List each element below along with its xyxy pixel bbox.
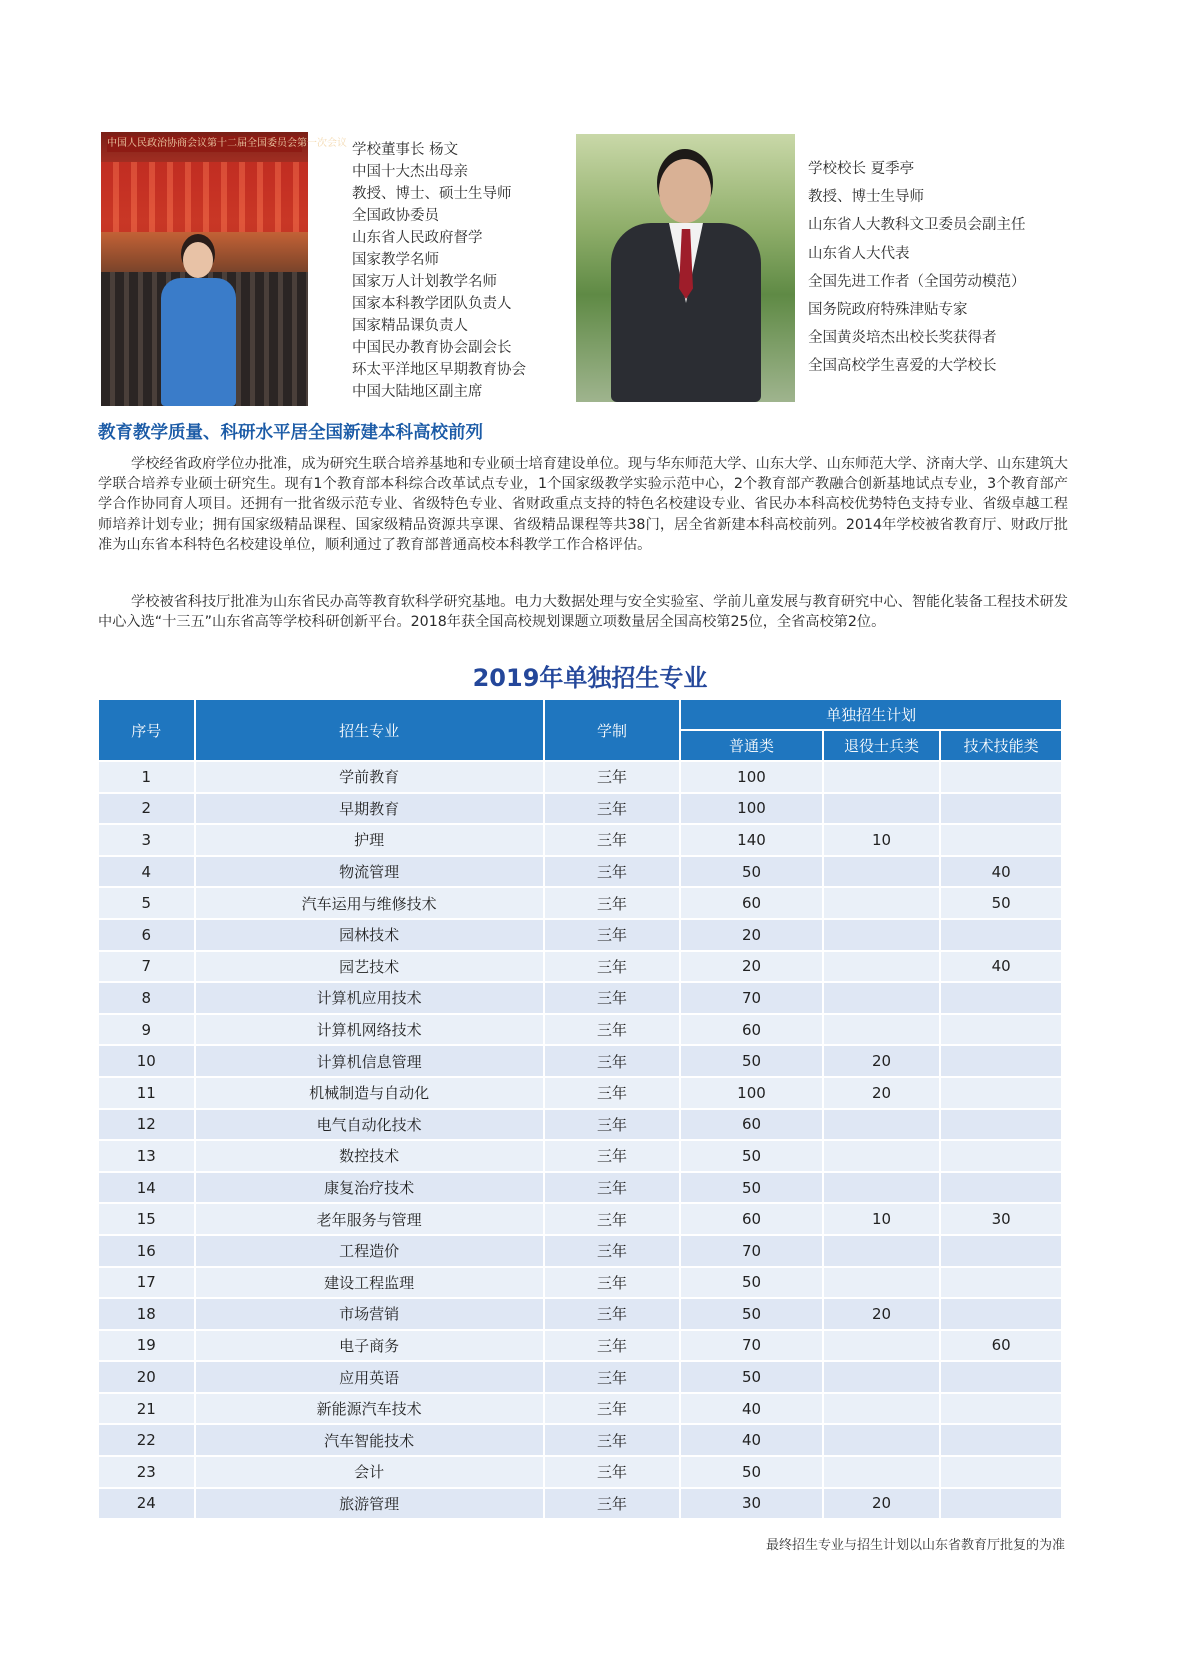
cell-duration: 三年 bbox=[544, 1109, 680, 1141]
cell-general: 100 bbox=[680, 1077, 823, 1109]
cell-no: 19 bbox=[98, 1330, 195, 1362]
table-row bbox=[98, 951, 1062, 983]
cell-duration: 三年 bbox=[544, 1424, 680, 1456]
table-row bbox=[98, 1330, 1062, 1362]
cell-skill bbox=[940, 1109, 1062, 1141]
cell-duration: 三年 bbox=[544, 982, 680, 1014]
table-row bbox=[98, 1393, 1062, 1425]
table-row bbox=[98, 1235, 1062, 1267]
cell-veteran bbox=[823, 793, 940, 825]
cell-veteran bbox=[823, 856, 940, 888]
bio-line: 学校校长 夏季亭 bbox=[808, 161, 915, 177]
cell-major: 会计 bbox=[195, 1456, 544, 1488]
cell-veteran: 10 bbox=[823, 824, 940, 856]
bio-line: 中国大陆地区副主席 bbox=[352, 384, 483, 400]
cell-no: 9 bbox=[98, 1014, 195, 1046]
bio-line: 国家教学名师 bbox=[352, 252, 439, 268]
cell-skill: 60 bbox=[940, 1330, 1062, 1362]
footnote: 最终招生专业与招生计划以山东省教育厅批复的为准 bbox=[765, 1538, 1065, 1553]
cell-general: 20 bbox=[680, 919, 823, 951]
cell-general: 60 bbox=[680, 887, 823, 919]
cell-major: 电子商务 bbox=[195, 1330, 544, 1362]
cell-skill: 40 bbox=[940, 951, 1062, 983]
cell-general: 50 bbox=[680, 1045, 823, 1077]
cell-no: 6 bbox=[98, 919, 195, 951]
cell-skill bbox=[940, 1140, 1062, 1172]
cell-skill bbox=[940, 824, 1062, 856]
cell-duration: 三年 bbox=[544, 1456, 680, 1488]
cell-veteran bbox=[823, 1456, 940, 1488]
cell-skill bbox=[940, 1235, 1062, 1267]
cell-general: 50 bbox=[680, 1172, 823, 1204]
cell-skill bbox=[940, 1267, 1062, 1299]
table-row bbox=[98, 1077, 1062, 1109]
bio-line: 学校董事长 杨文 bbox=[352, 142, 459, 158]
cell-major: 建设工程监理 bbox=[195, 1267, 544, 1299]
cell-no: 21 bbox=[98, 1393, 195, 1425]
table-row bbox=[98, 982, 1062, 1014]
cell-general: 20 bbox=[680, 951, 823, 983]
cell-skill bbox=[940, 1077, 1062, 1109]
cell-major: 计算机网络技术 bbox=[195, 1014, 544, 1046]
cell-major: 新能源汽车技术 bbox=[195, 1393, 544, 1425]
cell-duration: 三年 bbox=[544, 1045, 680, 1077]
cell-general: 100 bbox=[680, 761, 823, 793]
cell-general: 70 bbox=[680, 1235, 823, 1267]
table-row bbox=[98, 761, 1062, 793]
cell-veteran bbox=[823, 1109, 940, 1141]
cell-major: 物流管理 bbox=[195, 856, 544, 888]
cell-veteran bbox=[823, 1267, 940, 1299]
table-row bbox=[98, 1424, 1062, 1456]
cell-skill bbox=[940, 1393, 1062, 1425]
cell-major: 护理 bbox=[195, 824, 544, 856]
cell-major: 早期教育 bbox=[195, 793, 544, 825]
bio-line: 国家万人计划教学名师 bbox=[352, 274, 497, 290]
bio-line: 全国黄炎培杰出校长奖获得者 bbox=[808, 330, 997, 347]
cell-duration: 三年 bbox=[544, 1014, 680, 1046]
table-title: 2019年单独招生专业 bbox=[472, 664, 708, 692]
president-bio bbox=[808, 155, 1026, 381]
cell-general: 70 bbox=[680, 1330, 823, 1362]
cell-major: 老年服务与管理 bbox=[195, 1203, 544, 1235]
cell-no: 17 bbox=[98, 1267, 195, 1299]
cell-veteran bbox=[823, 1140, 940, 1172]
cell-duration: 三年 bbox=[544, 1393, 680, 1425]
header-veteran: 退役士兵类 bbox=[823, 730, 940, 761]
header-skill: 技术技能类 bbox=[940, 730, 1062, 761]
cell-duration: 三年 bbox=[544, 1140, 680, 1172]
cell-skill bbox=[940, 1456, 1062, 1488]
cell-duration: 三年 bbox=[544, 1172, 680, 1204]
cell-major: 计算机应用技术 bbox=[195, 982, 544, 1014]
cell-no: 7 bbox=[98, 951, 195, 983]
table-row bbox=[98, 1361, 1062, 1393]
cell-no: 24 bbox=[98, 1488, 195, 1520]
cell-skill bbox=[940, 1045, 1062, 1077]
cell-veteran bbox=[823, 1393, 940, 1425]
header-major: 招生专业 bbox=[195, 699, 544, 761]
cell-major: 汽车运用与维修技术 bbox=[195, 887, 544, 919]
cell-no: 22 bbox=[98, 1424, 195, 1456]
cell-skill bbox=[940, 1298, 1062, 1330]
cell-major: 园林技术 bbox=[195, 919, 544, 951]
chair-photo bbox=[101, 132, 347, 406]
table-row bbox=[98, 1109, 1062, 1141]
cell-veteran: 20 bbox=[823, 1488, 940, 1520]
admission-plan-table bbox=[97, 698, 1063, 1520]
cell-no: 8 bbox=[98, 982, 195, 1014]
cell-duration: 三年 bbox=[544, 761, 680, 793]
cell-skill bbox=[940, 1424, 1062, 1456]
cell-veteran bbox=[823, 982, 940, 1014]
cell-skill bbox=[940, 793, 1062, 825]
cell-no: 5 bbox=[98, 887, 195, 919]
bio-line: 山东省人大代表 bbox=[808, 245, 910, 262]
cell-no: 15 bbox=[98, 1203, 195, 1235]
cell-no: 13 bbox=[98, 1140, 195, 1172]
cell-no: 3 bbox=[98, 824, 195, 856]
cell-duration: 三年 bbox=[544, 919, 680, 951]
cell-no: 18 bbox=[98, 1298, 195, 1330]
bio-line: 中国十大杰出母亲 bbox=[352, 164, 468, 180]
table-row bbox=[98, 1172, 1062, 1204]
cell-general: 50 bbox=[680, 1140, 823, 1172]
cell-major: 康复治疗技术 bbox=[195, 1172, 544, 1204]
cell-major: 电气自动化技术 bbox=[195, 1109, 544, 1141]
cell-veteran: 10 bbox=[823, 1203, 940, 1235]
cell-general: 100 bbox=[680, 793, 823, 825]
section-heading: 教育教学质量、科研水平居全国新建本科高校前列 bbox=[98, 423, 483, 443]
cell-major: 应用英语 bbox=[195, 1361, 544, 1393]
cell-veteran: 20 bbox=[823, 1045, 940, 1077]
header-no: 序号 bbox=[98, 699, 195, 761]
cell-general: 60 bbox=[680, 1109, 823, 1141]
body-paragraph: 学校经省政府学位办批准，成为研究生联合培养基地和专业硕士培育建设单位。现与华东师范大学、山东大学、山东师范大学、济南大学、山东建筑大学联合培养专业硕士研究生。现有1个教育部本科综合改革试点专业，1个国家级教学实验示范中心，2个教育部产教融合创新基地试点专业，3个教育部产学合作协同育人项目。还拥有一批省级示范专业、省级特色专业、省财政重点支持的特色名校建设专业、省民办本科高校优势特色支持专业、省级卓越工程师培养计划专业；拥有国家级精品课程、国家级精品资源共享课、省级精品课程等共38门，居全省新建本科高校前列。2014年学校被省教育厅、财政厅批准为山东省本科特色名校建设单位，顺利通过了教育部普通高校本科教学工作合格评估。 bbox=[98, 456, 1068, 553]
body-paragraph: 学校被省科技厅批准为山东省民办高等教育软科学研究基地。电力大数据处理与安全实验室、学前儿童发展与教育研究中心、智能化装备工程技术研发中心入选“十三五”山东省高等学校科研创新平台。2018年获全国高校规划课题立项数量居全国高校第25位，全省高校第2位。 bbox=[98, 594, 1068, 631]
cell-veteran bbox=[823, 1014, 940, 1046]
cell-veteran bbox=[823, 1330, 940, 1362]
cell-veteran bbox=[823, 761, 940, 793]
cell-no: 12 bbox=[98, 1109, 195, 1141]
cell-duration: 三年 bbox=[544, 1235, 680, 1267]
cell-no: 4 bbox=[98, 856, 195, 888]
cell-duration: 三年 bbox=[544, 856, 680, 888]
header-general: 普通类 bbox=[680, 730, 823, 761]
cell-skill: 30 bbox=[940, 1203, 1062, 1235]
cell-general: 60 bbox=[680, 1203, 823, 1235]
cell-no: 10 bbox=[98, 1045, 195, 1077]
cell-major: 机械制造与自动化 bbox=[195, 1077, 544, 1109]
header-plan: 单独招生计划 bbox=[680, 699, 1062, 730]
cell-duration: 三年 bbox=[544, 1330, 680, 1362]
cell-skill: 40 bbox=[940, 856, 1062, 888]
cell-general: 50 bbox=[680, 1361, 823, 1393]
cell-duration: 三年 bbox=[544, 1203, 680, 1235]
cell-skill bbox=[940, 982, 1062, 1014]
cell-major: 汽车智能技术 bbox=[195, 1424, 544, 1456]
cell-skill: 50 bbox=[940, 887, 1062, 919]
bio-line: 中国民办教育协会副会长 bbox=[352, 340, 512, 356]
table-row bbox=[98, 1456, 1062, 1488]
cell-skill bbox=[940, 761, 1062, 793]
bio-line: 国家精品课负责人 bbox=[352, 318, 468, 334]
bio-line: 教授、博士生导师 bbox=[808, 189, 924, 206]
cell-general: 50 bbox=[680, 856, 823, 888]
cell-no: 23 bbox=[98, 1456, 195, 1488]
cell-skill bbox=[940, 919, 1062, 951]
cell-general: 40 bbox=[680, 1393, 823, 1425]
bio-line: 国家本科教学团队负责人 bbox=[352, 296, 512, 312]
bio-line: 山东省人大教科文卫委员会副主任 bbox=[808, 217, 1026, 234]
cell-veteran bbox=[823, 1172, 940, 1204]
table-row bbox=[98, 856, 1062, 888]
photo-banner-text: 中国人民政治协商会议第十二届全国委员会第一次会议 bbox=[107, 136, 302, 152]
cell-duration: 三年 bbox=[544, 1267, 680, 1299]
president-photo bbox=[576, 134, 795, 402]
table-row bbox=[98, 793, 1062, 825]
photo-person bbox=[611, 159, 761, 402]
photo-stage-backdrop bbox=[101, 162, 308, 232]
cell-no: 16 bbox=[98, 1235, 195, 1267]
bio-line: 环太平洋地区早期教育协会 bbox=[352, 362, 526, 378]
cell-veteran bbox=[823, 919, 940, 951]
cell-veteran: 20 bbox=[823, 1298, 940, 1330]
cell-no: 2 bbox=[98, 793, 195, 825]
cell-no: 1 bbox=[98, 761, 195, 793]
bio-line: 全国政协委员 bbox=[352, 208, 439, 224]
cell-general: 30 bbox=[680, 1488, 823, 1520]
table-row bbox=[98, 1203, 1062, 1235]
bio-line: 山东省人民政府督学 bbox=[352, 230, 483, 246]
cell-veteran: 20 bbox=[823, 1077, 940, 1109]
bio-line: 全国先进工作者（全国劳动模范） bbox=[808, 273, 1026, 290]
cell-general: 40 bbox=[680, 1424, 823, 1456]
table-row bbox=[98, 1045, 1062, 1077]
table-body bbox=[98, 761, 1062, 1519]
cell-duration: 三年 bbox=[544, 1488, 680, 1520]
cell-major: 园艺技术 bbox=[195, 951, 544, 983]
table-row bbox=[98, 887, 1062, 919]
cell-skill bbox=[940, 1014, 1062, 1046]
bio-line: 国务院政府特殊津贴专家 bbox=[808, 302, 968, 319]
cell-veteran bbox=[823, 1235, 940, 1267]
cell-skill bbox=[940, 1361, 1062, 1393]
table-row bbox=[98, 1014, 1062, 1046]
photo-person bbox=[156, 242, 241, 406]
table-row bbox=[98, 1267, 1062, 1299]
cell-major: 旅游管理 bbox=[195, 1488, 544, 1520]
table-row bbox=[98, 1140, 1062, 1172]
header-duration: 学制 bbox=[544, 699, 680, 761]
cell-veteran bbox=[823, 951, 940, 983]
cell-skill bbox=[940, 1172, 1062, 1204]
cell-duration: 三年 bbox=[544, 951, 680, 983]
cell-duration: 三年 bbox=[544, 793, 680, 825]
chair-bio bbox=[352, 139, 526, 403]
cell-major: 工程造价 bbox=[195, 1235, 544, 1267]
cell-general: 50 bbox=[680, 1298, 823, 1330]
cell-general: 70 bbox=[680, 982, 823, 1014]
cell-veteran bbox=[823, 1424, 940, 1456]
table-row bbox=[98, 1298, 1062, 1330]
cell-veteran bbox=[823, 887, 940, 919]
table-row bbox=[98, 824, 1062, 856]
cell-general: 50 bbox=[680, 1267, 823, 1299]
cell-duration: 三年 bbox=[544, 824, 680, 856]
cell-major: 市场营销 bbox=[195, 1298, 544, 1330]
cell-no: 20 bbox=[98, 1361, 195, 1393]
cell-duration: 三年 bbox=[544, 1361, 680, 1393]
cell-general: 50 bbox=[680, 1456, 823, 1488]
cell-major: 数控技术 bbox=[195, 1140, 544, 1172]
cell-veteran bbox=[823, 1361, 940, 1393]
cell-duration: 三年 bbox=[544, 887, 680, 919]
table-row bbox=[98, 919, 1062, 951]
table-row bbox=[98, 1488, 1062, 1520]
cell-duration: 三年 bbox=[544, 1077, 680, 1109]
bio-line: 教授、博士、硕士生导师 bbox=[352, 186, 512, 202]
cell-major: 学前教育 bbox=[195, 761, 544, 793]
cell-general: 60 bbox=[680, 1014, 823, 1046]
bio-line: 全国高校学生喜爱的大学校长 bbox=[808, 358, 997, 375]
cell-no: 11 bbox=[98, 1077, 195, 1109]
cell-general: 140 bbox=[680, 824, 823, 856]
cell-skill bbox=[940, 1488, 1062, 1520]
cell-no: 14 bbox=[98, 1172, 195, 1204]
cell-duration: 三年 bbox=[544, 1298, 680, 1330]
cell-major: 计算机信息管理 bbox=[195, 1045, 544, 1077]
